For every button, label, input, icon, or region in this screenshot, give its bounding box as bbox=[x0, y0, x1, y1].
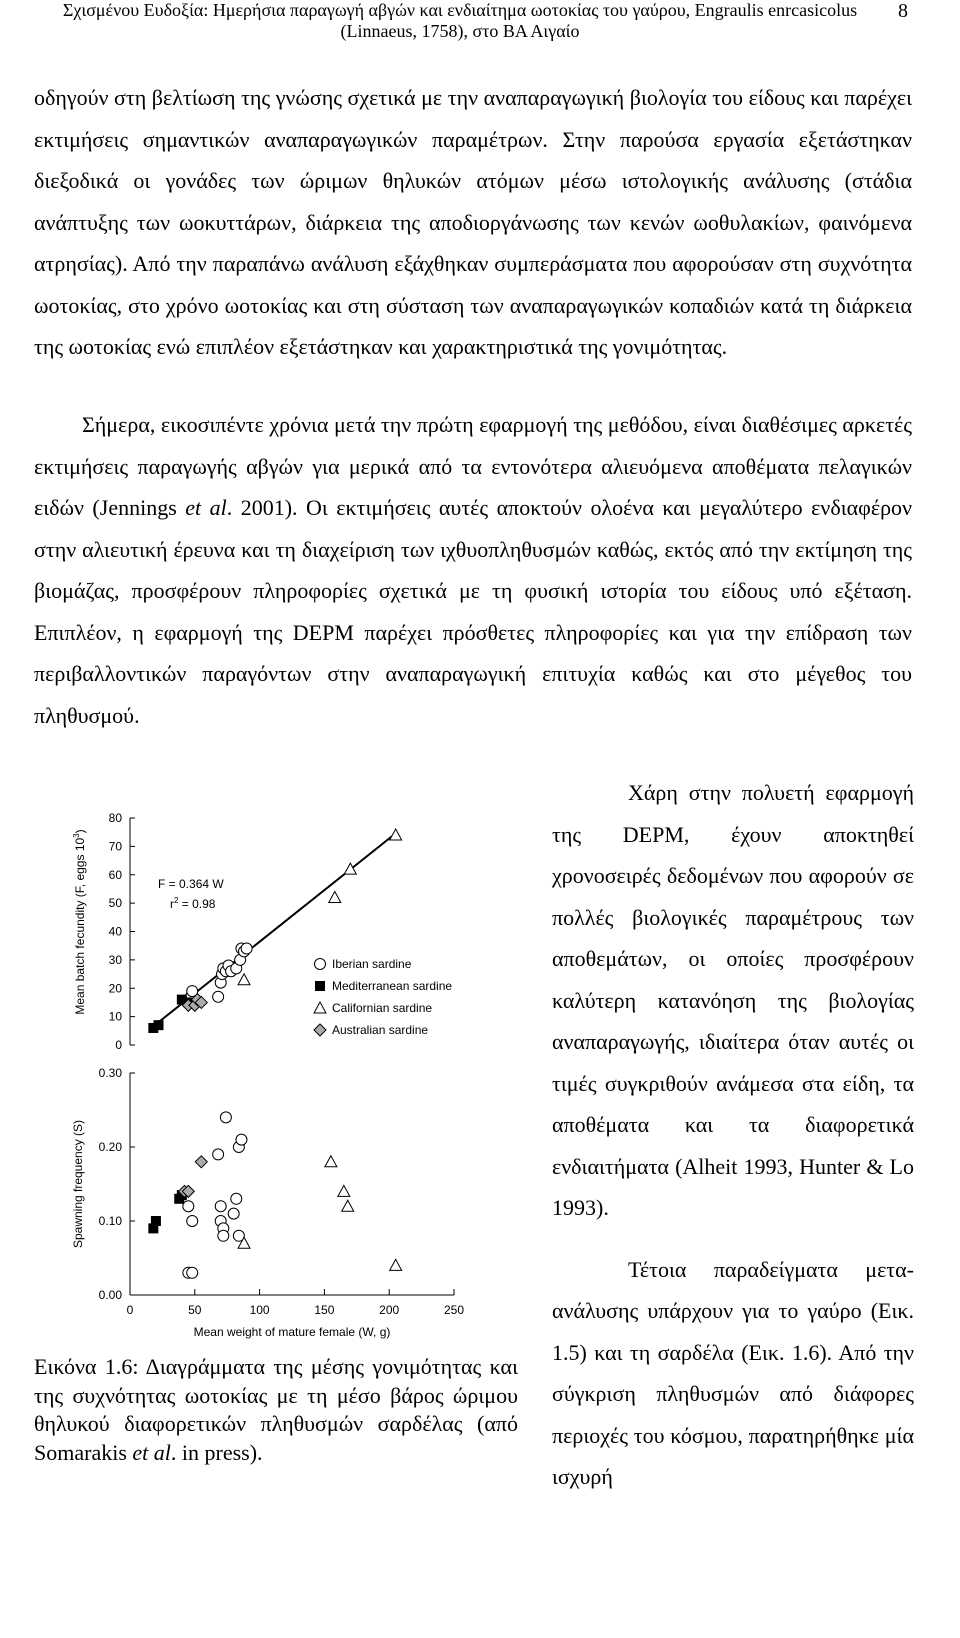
spawning-x-label: Mean weight of mature female (W, g) bbox=[193, 1325, 391, 1339]
spawning-point-californian-sardine bbox=[325, 1156, 337, 1167]
fecundity-panel bbox=[72, 811, 452, 1052]
body-paragraph-1: οδηγούν στη βελτίωση της γνώσης σχετικά με την αναπαραγωγική βιολογία του είδους και παρέχει εκτιμήσεις σημαντικών αναπαραγωγικών παραμέτρων. Στην παρούσα εργασία εξετάστηκαν διεξοδικά οι γονάδες των ώριμων θηλυκών ατόμων μέσω ιστολογικής ανάλυσης (στάδια ανάπτυξης των ωοκυττάρων, διάρκεια της αποδιοργάνωσης των κενών ωοθυλακίων, φαινόμενα ατρησίας). Από την παραπάνω ανάλυση εξάχθηκαν συμπεράσματα που αφορούσαν στη συχνότητα ωοτοκίας, στο χρόνο ωοτοκίας και στη σύσταση των αναπαραγωγικών κοπαδιών κατά τη διάρκεια της ωοτοκίας ενώ επιπλέον εξετάστηκαν και χαρακτηριστικά της γονιμότητας. bbox=[34, 85, 912, 359]
spawning-point-californian-sardine bbox=[342, 1200, 354, 1211]
spawning-point-iberian-sardine bbox=[231, 1193, 242, 1204]
spawning-y-tick-label: 0.00 bbox=[98, 1288, 122, 1302]
spawning-x-tick-label: 50 bbox=[188, 1303, 202, 1317]
fecundity-y-ticks bbox=[109, 811, 135, 1052]
fecundity-y-label-sup: 3 bbox=[72, 833, 81, 838]
fecundity-y-tick-label: 10 bbox=[108, 1009, 122, 1024]
spawning-y-label: Spawning frequency (S) bbox=[71, 1119, 85, 1249]
spawning-point-iberian-sardine bbox=[228, 1208, 239, 1219]
fecundity-y-label-text: Mean batch fecundity (F, eggs 10 bbox=[73, 837, 87, 1015]
legend-marker-californian-sardine bbox=[314, 1002, 326, 1013]
r2-rest: = 0.98 bbox=[178, 897, 216, 911]
fecundity-point-iberian-sardine bbox=[241, 943, 252, 954]
regression-equation: F = 0.364 W bbox=[158, 877, 224, 891]
fecundity-point-mediterranean-sardine bbox=[154, 1020, 164, 1030]
legend-marker-australian-sardine bbox=[314, 1024, 326, 1036]
spawning-x-tick-label: 200 bbox=[379, 1303, 400, 1317]
fecundity-point-californian-sardine bbox=[329, 891, 341, 902]
r2-prefix: r bbox=[170, 897, 174, 911]
spawning-point-iberian-sardine bbox=[187, 1267, 198, 1278]
right-paragraph-2-text: Τέτοια παραδείγματα μετα-ανάλυσης υπάρχουν για το γαύρο (Εικ. 1.5) και τη σαρδέλα (Εικ. 1.6). Από την σύγκριση πληθυσμών από διάφορες περιοχές του κόσμου, παρατηρήθηκε μία ισχυρή bbox=[552, 1256, 914, 1489]
fecundity-point-californian-sardine bbox=[238, 974, 250, 985]
legend-label-iberian-sardine: Iberian sardine bbox=[332, 957, 412, 971]
spawning-x-tick-label: 100 bbox=[249, 1303, 270, 1317]
spawning-point-iberian-sardine bbox=[213, 1149, 224, 1160]
right-column bbox=[552, 772, 914, 1498]
page-number: 8 bbox=[898, 0, 908, 22]
spawning-x-ticks bbox=[127, 1289, 465, 1317]
legend-label-australian-sardine: Australian sardine bbox=[332, 1023, 429, 1037]
legend-label-mediterranean-sardine: Mediterranean sardine bbox=[332, 979, 453, 993]
r2-sup: 2 bbox=[174, 896, 179, 905]
caption-part1: Εικόνα 1.6: Διαγράμματα της μέσης γονιμότητας και της συχνότητας ωοτοκίας με τη μέσο βάρος ώριμου θηλυκού διαφορετικών πληθυσμών σαρδέλας (από Somarakis bbox=[34, 1354, 518, 1465]
fecundity-y-tick-label: 40 bbox=[108, 924, 122, 939]
running-title: Σχισμένου Ευδοξία: Ημερήσια παραγωγή αβγών και ενδιαίτημα ωοτοκίας του γαύρου, Engraulis enrcasicolus (Linnaeus, 1758), στο ΒΑ Αιγαίο bbox=[62, 0, 858, 41]
spawning-y-tick-label: 0.10 bbox=[98, 1214, 122, 1228]
body-paragraph-2 bbox=[34, 404, 912, 736]
spawning-x-tick-label: 250 bbox=[443, 1303, 465, 1317]
running-header bbox=[40, 0, 880, 42]
fecundity-y-label bbox=[72, 829, 87, 1014]
para2-etal: et al bbox=[185, 495, 227, 520]
caption-etal: et al bbox=[132, 1439, 171, 1465]
right-paragraph-2 bbox=[552, 1249, 914, 1498]
spawning-point-iberian-sardine bbox=[236, 1134, 247, 1145]
regression-r2 bbox=[170, 896, 216, 911]
fecundity-y-tick-label: 80 bbox=[108, 811, 122, 825]
right-paragraph-1 bbox=[552, 772, 914, 1229]
spawning-y-tick-label: 0.30 bbox=[98, 1066, 122, 1080]
spawning-y-tick-label: 0.20 bbox=[98, 1140, 122, 1154]
spawning-x-tick-label: 150 bbox=[314, 1303, 335, 1317]
fecundity-y-tick-label: 60 bbox=[108, 867, 122, 882]
legend-marker-mediterranean-sardine bbox=[315, 981, 325, 991]
fecundity-y-tick-label: 30 bbox=[108, 952, 122, 967]
fecundity-y-tick-label: 0 bbox=[115, 1038, 122, 1052]
spawning-point-iberian-sardine bbox=[187, 1216, 198, 1227]
spawning-points bbox=[148, 1112, 401, 1278]
legend-marker-iberian-sardine bbox=[315, 959, 326, 970]
spawning-point-californian-sardine bbox=[338, 1185, 350, 1196]
fecundity-y-tick-label: 20 bbox=[108, 981, 122, 996]
spawning-point-iberian-sardine bbox=[218, 1230, 229, 1241]
spawning-point-californian-sardine bbox=[390, 1259, 402, 1270]
figure-caption bbox=[34, 1353, 518, 1467]
spawning-point-mediterranean-sardine bbox=[151, 1216, 161, 1226]
fecundity-y-label-tail: ) bbox=[73, 829, 87, 834]
fecundity-y-tick-label: 50 bbox=[108, 896, 122, 911]
figure-1-6 bbox=[34, 774, 534, 1354]
fecundity-point-californian-sardine bbox=[390, 829, 402, 840]
legend-label-californian-sardine: Californian sardine bbox=[332, 1001, 433, 1015]
spawning-point-iberian-sardine bbox=[215, 1201, 226, 1212]
spawning-point-australian-sardine bbox=[195, 1156, 207, 1168]
fecundity-y-tick-label: 70 bbox=[108, 839, 122, 854]
spawning-point-iberian-sardine bbox=[183, 1201, 194, 1212]
fecundity-point-californian-sardine bbox=[344, 863, 356, 874]
para2-part2: . 2001). Οι εκτιμήσεις αυτές αποκτούν ολοένα και μεγαλύτερο ενδιαφέρον στην αλιευτική έρευνα και τη διαχείριση των ιχθυοπληθυσμών καθώς, εκτός από την εκτίμηση της βιομάζας, προσφέρουν πληροφορίες σχετικά με τη φυσική ιστορία του είδους υπό εξέταση. Επιπλέον, η εφαρμογή της DEPM παρέχει πρόσθετες πληροφορίες και για την επίδραση των περιβαλλοντικών παραγόντων στην αναπαραγωγική επιτυχία καθώς και στο μέγεθος του πληθυσμού. bbox=[34, 495, 913, 728]
legend bbox=[314, 957, 452, 1037]
para2-part1: Σήμερα, εικοσιπέντε χρόνια μετά την πρώτη εφαρμογή της μεθόδου, είναι διαθέσιμες αρκετές εκτιμήσεις παραγωγής αβγών για μερικά από τα εντονότερα αλιευόμενα αποθέματα πελαγικών ειδών (Jennings bbox=[34, 412, 912, 520]
caption-part2: . in press). bbox=[170, 1439, 263, 1465]
spawning-panel bbox=[71, 1066, 464, 1339]
spawning-x-tick-label: 0 bbox=[126, 1303, 134, 1317]
spawning-point-iberian-sardine bbox=[220, 1112, 231, 1123]
fecundity-point-iberian-sardine bbox=[213, 991, 224, 1002]
right-paragraph-1-text: Χάρη στην πολυετή εφαρμογή της DEPM, έχουν αποκτηθεί χρονοσειρές δεδομένων που αφορούν σε πολλές βιολογικές παραμέτρους των αποθεμάτων, οι οποίες προσφέρουν καλύτερη κατανόηση της βιολογίας αναπαραγωγής, ιδιαίτερα όταν αυτές οι τιμές συγκριθούν ανάμεσα στα είδη, τα αποθέματα και τα διαφορετικά ενδιαιτήματα (Alheit 1993, Hunter & Lo 1993). bbox=[552, 780, 914, 1220]
